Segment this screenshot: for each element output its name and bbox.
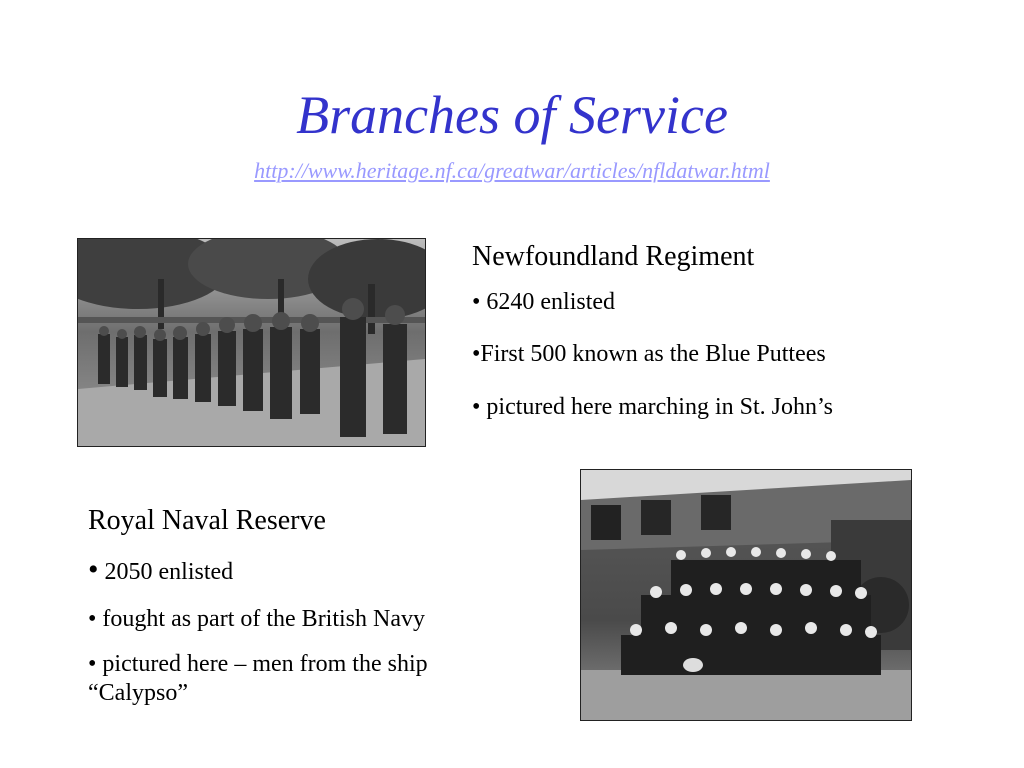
regiment-photo-graphic [78, 239, 425, 446]
navy-bullet-british-navy: • fought as part of the British Navy [88, 605, 426, 632]
slide-title: Branches of Service [296, 85, 728, 145]
navy-bullet-enlisted [88, 552, 528, 588]
regiment-marching-photo [77, 238, 426, 447]
navy-heading: Royal Naval Reserve [88, 505, 326, 536]
navy-info [88, 504, 528, 725]
source-link[interactable]: http://www.heritage.nf.ca/greatwar/articles/nfldatwar.html [254, 158, 770, 183]
naval-reserve-group-photo [580, 469, 912, 721]
bullet-marker: • [88, 552, 99, 586]
regiment-bullet-blue-puttees: •First 500 known as the Blue Puttees [472, 341, 826, 368]
navy-bullet-enlisted-text: 2050 enlisted [104, 558, 234, 585]
regiment-bullet-pictured: • pictured here marching in St. John’s [472, 394, 833, 421]
navy-photo-graphic [581, 470, 911, 720]
regiment-bullet-enlisted: • 6240 enlisted [472, 288, 616, 315]
regiment-heading: Newfoundland Regiment [472, 241, 755, 272]
regiment-info [472, 240, 992, 446]
navy-bullet-calypso: • pictured here – men from the ship “Calypso” [88, 651, 428, 707]
